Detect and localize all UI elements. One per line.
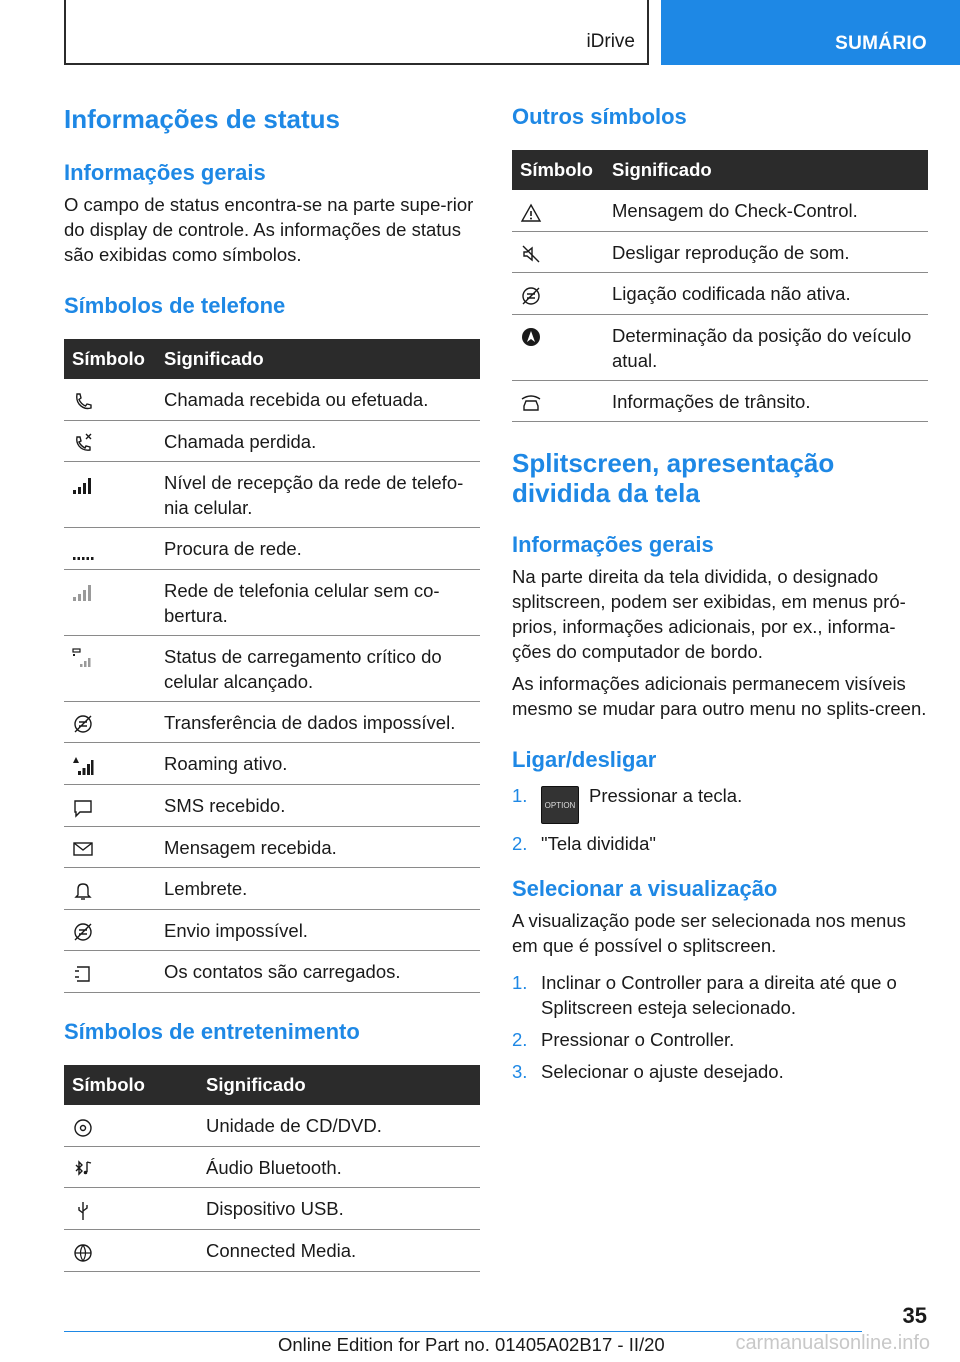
missed-call-icon — [72, 432, 94, 454]
row-text: Ligação codificada não ativa. — [604, 273, 928, 315]
table-row — [64, 826, 480, 868]
low-battery-icon — [72, 647, 94, 669]
left-column — [64, 100, 480, 1272]
split-info-text-2: As informações adicionais permanecem visíveis mesmo se mudar para outro menu no splits-creen. — [512, 673, 927, 720]
row-text: Os contatos são carregados. — [156, 951, 480, 993]
other-symbols-table — [512, 150, 928, 422]
step-text: Selecionar o ajuste desejado. — [541, 1061, 784, 1083]
col-header-meaning: Significado — [156, 339, 480, 379]
split-info-text-1: Na parte direita da tela dividida, o designado splitscreen, podem ser exibidas, em menus pró-prios, informações adicionais, por ex., informa-ções do computador de bordo. — [512, 566, 906, 663]
select-view-text: A visualização pode ser selecionada nos menus em que é possível o splitscreen. — [512, 910, 906, 957]
table-row — [512, 314, 928, 380]
row-text: Connected Media. — [198, 1229, 480, 1271]
summary-nav-label: SUMÁRIO — [835, 33, 927, 54]
row-text: Transferência de dados impossível. — [156, 701, 480, 743]
table-row — [64, 868, 480, 910]
row-text: Procura de rede. — [156, 528, 480, 570]
row-text: Envio impossível. — [156, 909, 480, 951]
row-text: Chamada recebida ou efetuada. — [156, 379, 480, 420]
table-row — [512, 380, 928, 422]
table-row — [64, 528, 480, 570]
table-row — [64, 951, 480, 993]
table-row — [64, 462, 480, 528]
heading-on-off: Ligar/desligar — [512, 747, 657, 773]
edition-text: Online Edition for Part no. 01405A02B17 - II/20 — [278, 1334, 665, 1355]
heading-general-info: Informações gerais — [64, 160, 266, 185]
step-text: "Tela dividida" — [541, 833, 656, 855]
col-header-meaning: Significado — [604, 150, 928, 190]
table-row — [512, 273, 928, 315]
table-row — [64, 1105, 480, 1146]
step-number: 2. — [512, 1029, 528, 1051]
heading-phone-symbols: Símbolos de telefone — [64, 293, 286, 318]
col-header-symbol: Símbolo — [64, 339, 156, 379]
row-text: Status de carregamento crítico do celular alcançado. — [156, 635, 480, 701]
table-row — [64, 569, 480, 635]
step-text: Inclinar o Controller para a direita até que o Splitscreen esteja selecionado. — [541, 972, 897, 1019]
sms-icon — [72, 797, 94, 819]
usb-icon — [72, 1200, 94, 1222]
general-info-text: O campo de status encontra-se na parte supe-rior do display de controle. As informações de status são exibidas como símbolos. — [64, 194, 474, 265]
position-icon — [520, 326, 542, 348]
chapter-title: iDrive — [586, 31, 635, 52]
entertainment-symbols-table — [64, 1065, 480, 1271]
step-text: Pressionar o Controller. — [541, 1029, 735, 1051]
step-number: 2. — [512, 833, 528, 855]
table-row — [64, 701, 480, 743]
heading-other-symbols: Outros símbolos — [512, 104, 687, 129]
watermark: carmanualsonline.info — [735, 1332, 930, 1354]
network-search-icon — [72, 540, 94, 562]
list-item — [512, 970, 928, 1020]
table-row — [64, 420, 480, 462]
row-text: Áudio Bluetooth. — [198, 1146, 480, 1188]
step-number: 3. — [512, 1061, 528, 1083]
table-row — [64, 379, 480, 420]
row-text: Unidade de CD/DVD. — [198, 1105, 480, 1146]
row-text: Lembrete. — [156, 868, 480, 910]
header-chapter-box — [64, 0, 649, 65]
envelope-icon — [72, 838, 94, 860]
section-title-status: Informações de status — [64, 104, 340, 134]
row-text: Mensagem do Check-Control. — [604, 190, 928, 231]
row-text: Roaming ativo. — [156, 743, 480, 785]
contacts-loading-icon — [72, 963, 94, 985]
bluetooth-audio-icon — [72, 1158, 94, 1180]
col-header-symbol: Símbolo — [64, 1065, 198, 1105]
summary-nav-button[interactable] — [661, 0, 960, 65]
heading-split-general-info: Informações gerais — [512, 532, 714, 558]
table-row — [64, 1146, 480, 1188]
col-header-meaning: Significado — [198, 1065, 480, 1105]
row-text: Determinação da posição do veículo atual. — [604, 314, 928, 380]
table-row — [64, 743, 480, 785]
traffic-icon — [520, 392, 542, 414]
step-number: 1. — [512, 972, 528, 994]
step-number: 1. — [512, 785, 528, 807]
list-item — [512, 831, 928, 856]
row-text: Mensagem recebida. — [156, 826, 480, 868]
no-coverage-icon — [72, 581, 94, 603]
row-text: Informações de trânsito. — [604, 380, 928, 422]
disc-icon — [72, 1117, 94, 1139]
data-transfer-impossible-icon — [72, 713, 94, 735]
row-text: Rede de telefonia celular sem co-bertura. — [156, 569, 480, 635]
table-row — [64, 785, 480, 827]
page-number: 35 — [902, 1303, 927, 1328]
list-item — [512, 783, 928, 824]
right-column — [512, 100, 928, 1091]
row-text: Dispositivo USB. — [198, 1188, 480, 1230]
heading-entertainment-symbols: Símbolos de entretenimento — [64, 1019, 360, 1045]
on-off-steps — [512, 783, 928, 856]
section-title-splitscreen: Splitscreen, apresentação dividida da tela — [512, 448, 835, 509]
row-text: Nível de recepção da rede de telefo-nia celular. — [156, 462, 480, 528]
bell-icon — [72, 880, 94, 902]
row-text: SMS recebido. — [156, 785, 480, 827]
list-item — [512, 1027, 928, 1052]
row-text: Chamada perdida. — [156, 420, 480, 462]
row-text: Desligar reprodução de som. — [604, 231, 928, 273]
option-key-icon: OPTION — [541, 786, 579, 824]
connected-media-icon — [72, 1242, 94, 1264]
table-row — [64, 635, 480, 701]
signal-strength-icon — [72, 474, 94, 496]
table-row — [64, 909, 480, 951]
mute-icon — [520, 243, 542, 265]
table-row — [512, 190, 928, 231]
warning-triangle-icon — [520, 202, 542, 224]
table-row — [512, 231, 928, 273]
list-item — [512, 1059, 928, 1084]
col-header-symbol: Símbolo — [512, 150, 604, 190]
phone-symbols-table — [64, 339, 480, 993]
roaming-icon — [72, 755, 94, 777]
encryption-off-icon — [520, 285, 542, 307]
send-impossible-icon — [72, 921, 94, 943]
step-text: Pressionar a tecla. — [589, 785, 743, 807]
phone-handset-icon — [72, 391, 94, 413]
select-view-steps — [512, 970, 928, 1084]
table-row — [64, 1229, 480, 1271]
table-row — [64, 1188, 480, 1230]
heading-select-view: Selecionar a visualização — [512, 876, 778, 902]
